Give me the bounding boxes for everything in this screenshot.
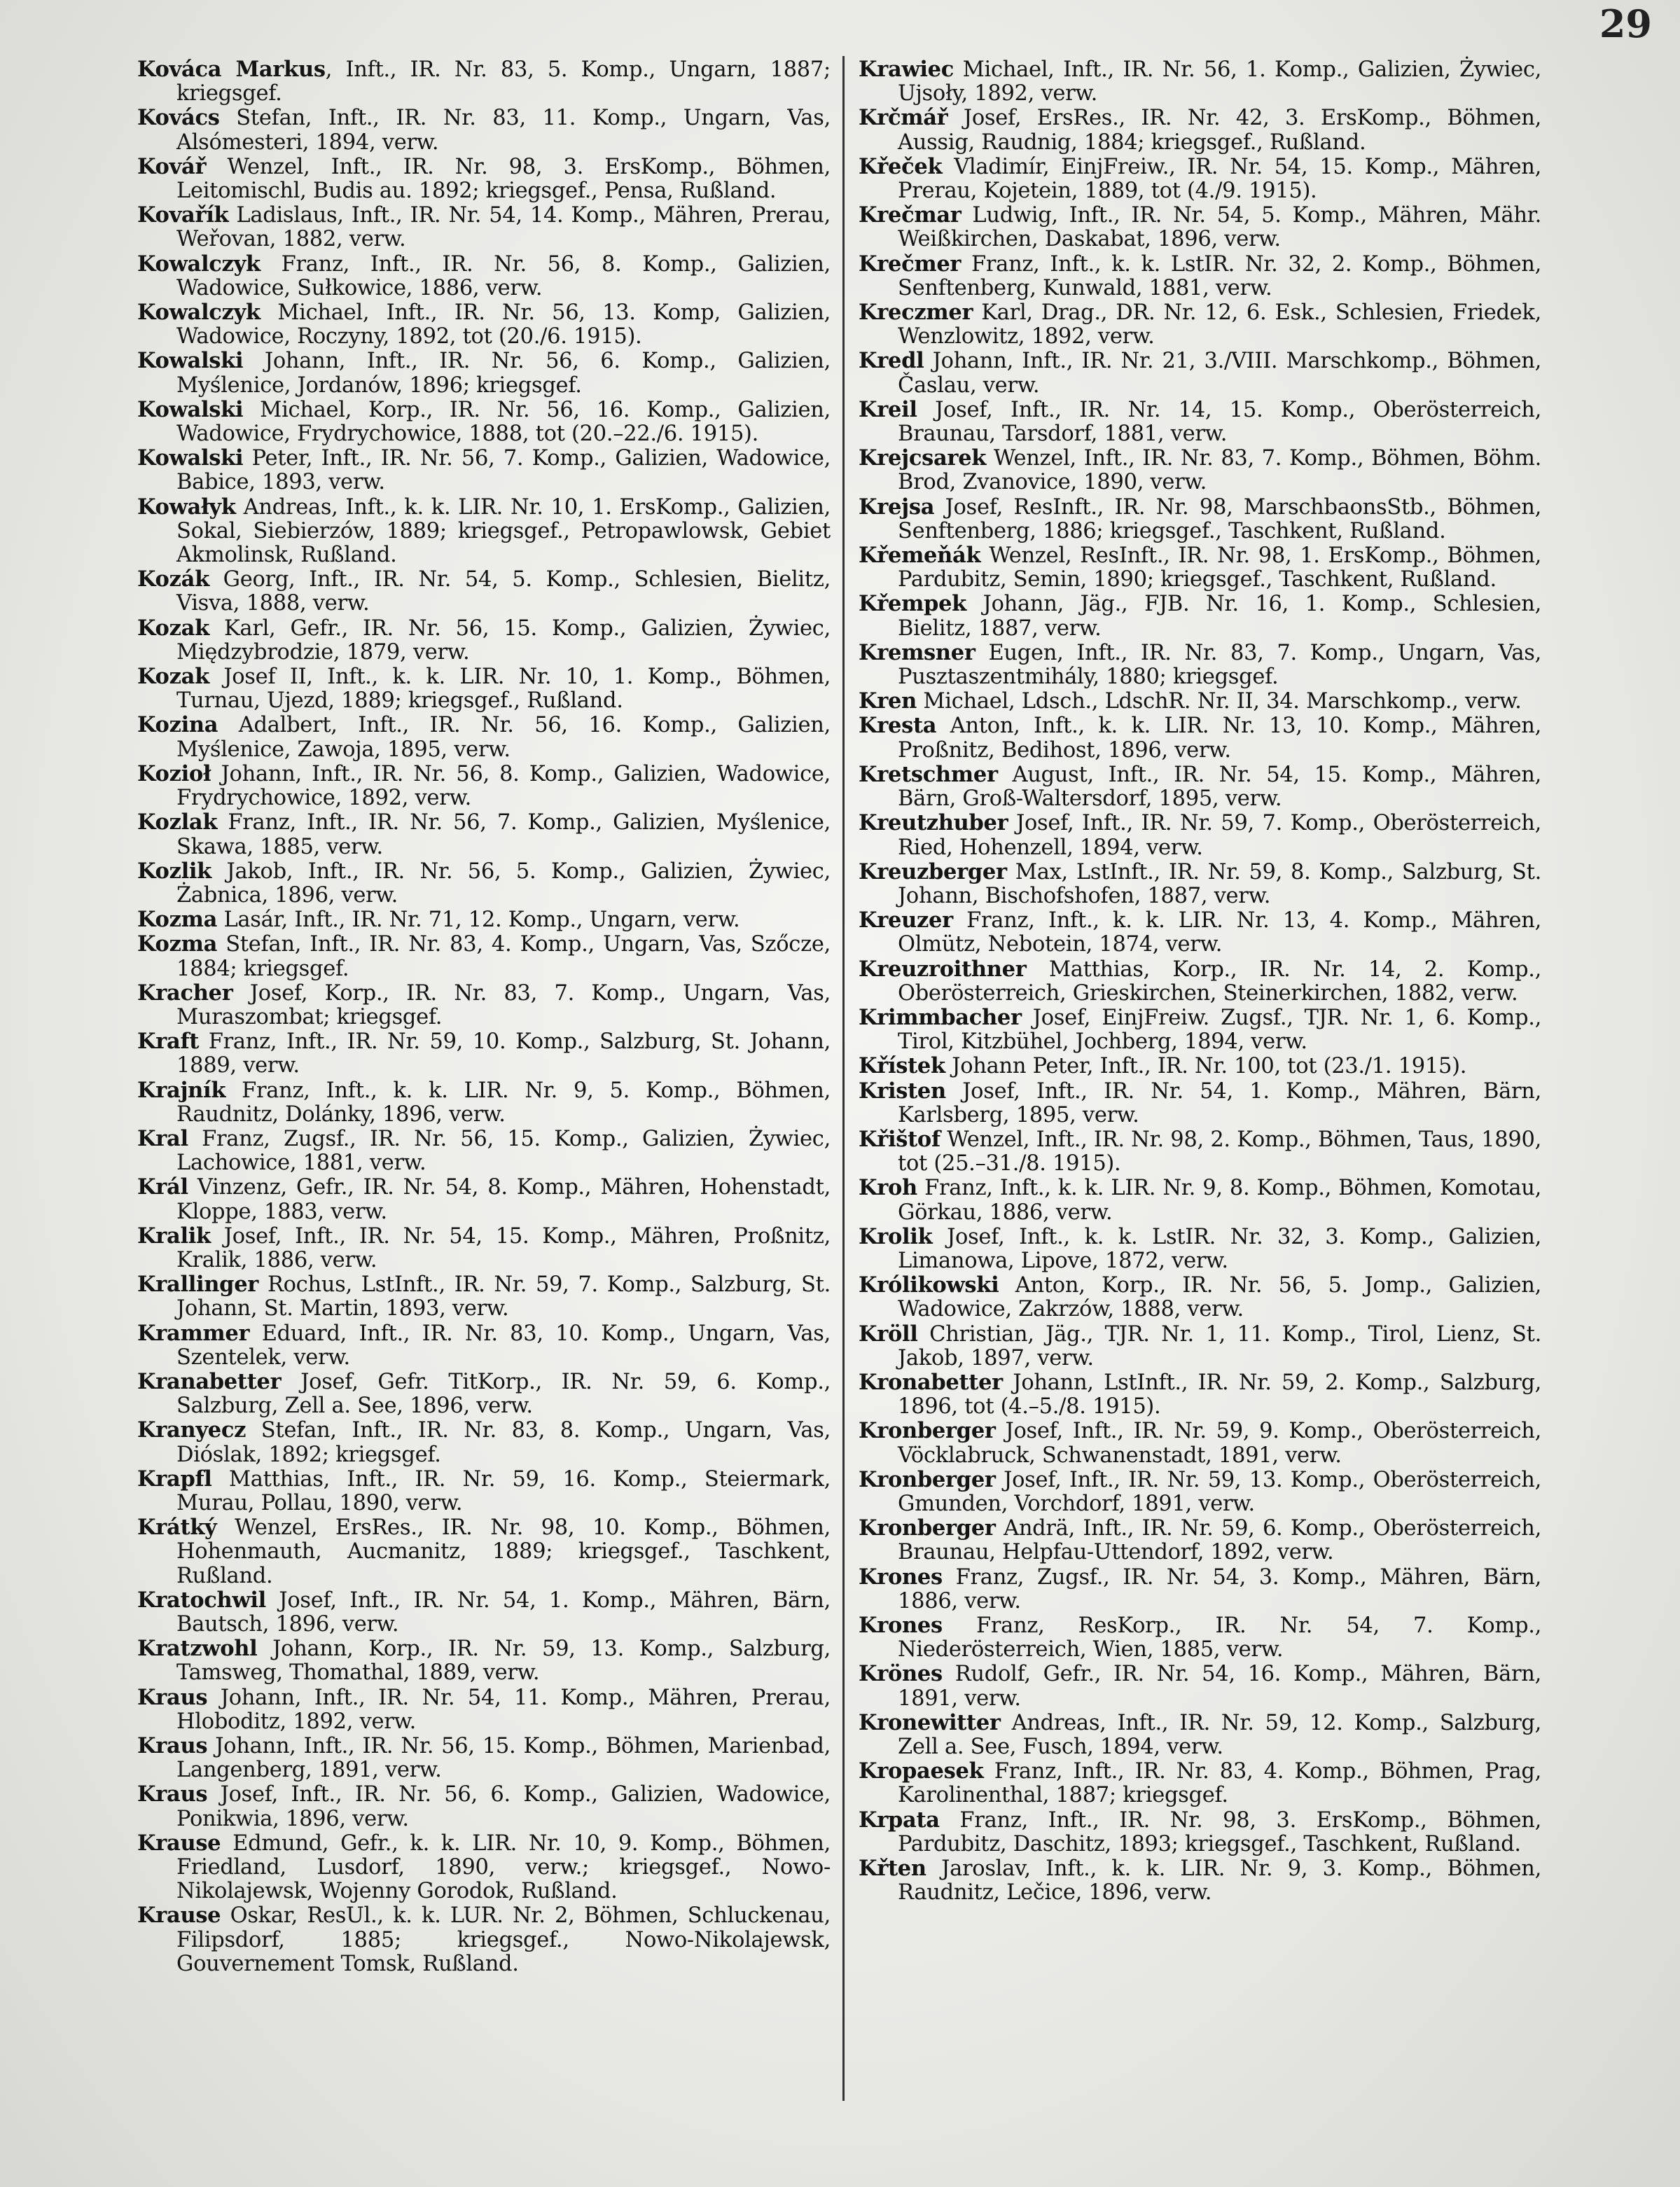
entry-details: Wenzel, ResInft., IR. Nr. 98, 1. ErsKomp., Böhmen, Pardubitz, Semin, 1890; kriegsgef., Taschkent, Rußland. — [898, 543, 1541, 592]
register-entry — [859, 106, 1541, 154]
entry-surname: Kraft — [137, 1029, 200, 1055]
register-entry — [137, 1831, 831, 1904]
entry-surname: Kronewitter — [859, 1709, 1001, 1735]
entry-details: Ladislaus, Inft., IR. Nr. 54, 14. Komp., Mähren, Prerau, Weřovan, 1882, verw. — [176, 203, 831, 252]
entry-surname: Kresta — [859, 713, 937, 739]
register-entry — [859, 1759, 1541, 1807]
entry-details: Peter, Inft., IR. Nr. 56, 7. Komp., Galizien, Wadowice, Babice, 1893, verw. — [176, 446, 831, 495]
entry-surname: Kováca Markus — [137, 57, 326, 82]
entry-details: Rochus, LstInft., IR. Nr. 59, 7. Komp., Salzburg, St. Johann, St. Martin, 1893, verw. — [176, 1272, 831, 1321]
register-entry — [859, 398, 1541, 446]
entry-details: Matthias, Inft., IR. Nr. 59, 16. Komp., Steiermark, Murau, Pollau, 1890, verw. — [176, 1466, 831, 1515]
register-entry — [137, 762, 831, 810]
entry-details: Vinzenz, Gefr., IR. Nr. 54, 8. Komp., Mähren, Hohenstadt, Kloppe, 1883, verw. — [176, 1175, 831, 1224]
entry-surname: Kroh — [859, 1175, 917, 1201]
entry-details: Karl, Drag., DR. Nr. 12, 6. Esk., Schlesien, Friedek, Wenzlowitz, 1892, verw. — [898, 300, 1541, 349]
entry-details: Franz, Inft., IR. Nr. 83, 4. Komp., Böhmen, Prag, Karolinenthal, 1887; kriegsgef. — [898, 1759, 1541, 1808]
entry-details: Michael, Inft., IR. Nr. 56, 13. Komp, Galizien, Wadowice, Roczyny, 1892, tot (20./6. 1915). — [176, 300, 831, 349]
entry-surname: Křeček — [859, 153, 943, 179]
entry-details: Josef, Inft., IR. Nr. 59, 7. Komp., Oberösterreich, Ried, Hohenzell, 1894, verw. — [898, 811, 1541, 860]
register-entry — [137, 398, 831, 446]
entry-surname: Kreczmer — [859, 300, 973, 326]
register-entry — [859, 1711, 1541, 1759]
entry-details: Stefan, Inft., IR. Nr. 83, 11. Komp., Ungarn, Vas, Alsómesteri, 1894, verw. — [176, 106, 831, 155]
entry-details: Andreas, Inft., k. k. LIR. Nr. 10, 1. ErsKomp., Galizien, Sokal, Siebierzów, 1889; kriegsgef., Petropawlowsk, Gebiet Akmolinsk, Rußland. — [176, 494, 831, 568]
page-number: 29 — [1599, 1, 1652, 46]
register-entry — [859, 908, 1541, 957]
register-entry — [137, 203, 831, 251]
entry-details: Anton, Korp., IR. Nr. 56, 5. Jomp., Galizien, Wadowice, Zakrzów, 1888, verw. — [898, 1273, 1541, 1322]
entry-details: Franz, Zugsf., IR. Nr. 56, 15. Komp., Galizien, Żywiec, Lachowice, 1881, verw. — [176, 1126, 831, 1176]
entry-details: Johann Peter, Inft., IR. Nr. 100, tot (23./1. 1915). — [945, 1054, 1467, 1079]
entry-details: Wenzel, Inft., IR. Nr. 98, 3. ErsKomp., Böhmen, Leitomischl, Budis au. 1892; kriegsgef., Pensa, Rußland. — [176, 154, 831, 204]
entry-surname: Kracher — [137, 980, 233, 1006]
register-entry — [859, 155, 1541, 203]
entry-details: Josef, Inft., IR. Nr. 59, 9. Komp., Oberösterreich, Vöcklabruck, Schwanenstadt, 1891, verw. — [898, 1419, 1541, 1468]
entry-details: Johann, Inft., IR. Nr. 56, 8. Komp., Galizien, Wadowice, Frydrychowice, 1892, verw. — [176, 761, 831, 811]
entry-details: Adalbert, Inft., IR. Nr. 56, 16. Komp., Galizien, Myślenice, Zawoja, 1895, verw. — [176, 713, 831, 762]
register-entry — [137, 1418, 831, 1466]
entry-surname: Kowalski — [137, 348, 244, 374]
entry-details: Franz, Inft., IR. Nr. 56, 7. Komp., Galizien, Myślenice, Skawa, 1885, verw. — [176, 810, 831, 859]
entry-details: Max, LstInft., IR. Nr. 59, 8. Komp., Salzburg, St. Johann, Bischofshofen, 1887, verw. — [898, 859, 1541, 908]
register-entry — [859, 1468, 1541, 1516]
entry-surname: Kowałyk — [137, 494, 236, 520]
register-entry — [137, 932, 831, 980]
entry-details: Johann, Inft., IR. Nr. 56, 15. Komp., Böhmen, Marienbad, Langenberg, 1891, verw. — [176, 1734, 831, 1783]
entry-details: Josef, Inft., k. k. LstIR. Nr. 32, 3. Komp., Galizien, Limanowa, Lipove, 1872, verw. — [898, 1224, 1541, 1273]
entry-details: Johann, Korp., IR. Nr. 59, 13. Komp., Salzburg, Tamsweg, Thomathal, 1889, verw. — [176, 1637, 831, 1686]
entry-details: Andreas, Inft., IR. Nr. 59, 12. Komp., Salzburg, Zell a. See, Fusch, 1894, verw. — [898, 1710, 1541, 1760]
register-entry — [137, 1782, 831, 1831]
register-entry — [859, 1565, 1541, 1613]
register-entry — [137, 106, 831, 154]
entry-details: Franz, Zugsf., IR. Nr. 54, 3. Komp., Mähren, Bärn, 1886, verw. — [898, 1564, 1541, 1613]
entry-surname: Kowalczyk — [137, 300, 261, 326]
column-divider — [842, 56, 845, 2101]
entry-details: Franz, Inft., IR. Nr. 59, 10. Komp., Salzburg, St. Johann, 1889, verw. — [176, 1029, 831, 1078]
entry-details: Wenzel, ErsRes., IR. Nr. 98, 10. Komp., Böhmen, Hohenmauth, Aucmanitz, 1889; kriegsgef., Taschkent, Rußland. — [176, 1515, 831, 1588]
register-entry — [137, 567, 831, 616]
entry-details: Josef, Inft., IR. Nr. 56, 6. Komp., Galizien, Wadowice, Ponikwia, 1896, verw. — [176, 1782, 831, 1831]
register-entry — [859, 1613, 1541, 1662]
entry-surname: Krečmer — [859, 251, 962, 277]
entry-surname: Kozak — [137, 664, 209, 690]
entry-surname: Krajník — [137, 1077, 226, 1103]
entry-surname: Křištof — [859, 1126, 940, 1152]
entry-surname: Krapfl — [137, 1466, 212, 1492]
entry-details: Josef, Korp., IR. Nr. 83, 7. Komp., Ungarn, Vas, Muraszombat; kriegsgef. — [176, 980, 831, 1029]
entry-surname: Kronberger — [859, 1466, 996, 1492]
register-entry — [859, 689, 1541, 714]
register-entry — [137, 1175, 831, 1223]
register-entry — [137, 1515, 831, 1588]
entry-details: Johann, Inft., IR. Nr. 21, 3./VIII. Marschkomp., Böhmen, Časlau, verw. — [898, 349, 1541, 398]
entry-details: Matthias, Korp., IR. Nr. 14, 2. Komp., Oberösterreich, Grieskirchen, Steinerkirchen, 1882, verw. — [898, 957, 1541, 1006]
entry-surname: Krpata — [859, 1807, 940, 1833]
entry-surname: Kreuzroithner — [859, 956, 1027, 982]
register-entry — [137, 1127, 831, 1175]
entry-details: Wenzel, Inft., IR. Nr. 83, 7. Komp., Böhmen, Böhm. Brod, Zvanovice, 1890, verw. — [898, 446, 1541, 495]
register-entry — [137, 155, 831, 203]
register-entry — [137, 446, 831, 494]
entry-surname: Krejcsarek — [859, 445, 987, 471]
right-column — [859, 57, 1541, 1905]
register-entry — [859, 1273, 1541, 1321]
register-entry — [859, 300, 1541, 349]
register-entry — [859, 203, 1541, 251]
entry-surname: Kremsner — [859, 639, 976, 665]
left-column — [137, 57, 831, 1976]
entry-details: , Inft., IR. Nr. 83, 5. Komp., Ungarn, 1887; kriegsgef. — [176, 57, 831, 106]
entry-surname: Krause — [137, 1903, 221, 1929]
entry-details: Anton, Inft., k. k. LIR. Nr. 13, 10. Komp., Mähren, Proßnitz, Bedihost, 1896, verw. — [898, 714, 1541, 763]
entry-details: Josef, Inft., IR. Nr. 54, 1. Komp., Mähren, Bärn, Bautsch, 1896, verw. — [176, 1588, 831, 1637]
entry-details: Johann, Inft., IR. Nr. 54, 11. Komp., Mähren, Prerau, Hloboditz, 1892, verw. — [176, 1685, 831, 1734]
register-entry — [137, 1224, 831, 1272]
entry-surname: Kristen — [859, 1078, 946, 1104]
register-entry — [859, 1856, 1541, 1905]
entry-details: Jaroslav, Inft., k. k. LIR. Nr. 9, 3. Komp., Böhmen, Raudnitz, Lečice, 1896, verw. — [898, 1856, 1541, 1905]
register-entry — [137, 57, 831, 106]
entry-surname: Krones — [859, 1613, 943, 1638]
register-entry — [137, 1734, 831, 1782]
entry-details: Franz, Inft., k. k. LIR. Nr. 9, 8. Komp., Böhmen, Komotau, Görkau, 1886, verw. — [898, 1176, 1541, 1225]
register-entry — [859, 1176, 1541, 1224]
entry-surname: Kowalczyk — [137, 251, 261, 277]
entry-details: Oskar, ResUl., k. k. LUR. Nr. 2, Böhmen, Schluckenau, Filipsdorf, 1885; kriegsgef., Nowo-Nikolajewsk, Gouvernement Tomsk, Rußland. — [176, 1903, 831, 1976]
entry-details: Josef, Inft., IR. Nr. 54, 1. Komp., Mähren, Bärn, Karlsberg, 1895, verw. — [898, 1078, 1541, 1127]
register-entry — [137, 665, 831, 713]
entry-details: Josef, Inft., IR. Nr. 59, 13. Komp., Oberösterreich, Gmunden, Vorchdorf, 1891, verw. — [898, 1467, 1541, 1516]
entry-surname: Kraus — [137, 1782, 208, 1807]
entry-surname: Kreuzberger — [859, 859, 1007, 884]
entry-details: Josef, Inft., IR. Nr. 54, 15. Komp., Mähren, Proßnitz, Kralik, 1886, verw. — [176, 1223, 831, 1272]
entry-details: Eugen, Inft., IR. Nr. 83, 7. Komp., Ungarn, Vas, Pusztaszentmihály, 1880; kriegsgef. — [898, 640, 1541, 690]
register-entry — [859, 1006, 1541, 1054]
entry-surname: Krause — [137, 1830, 221, 1856]
entry-surname: Křempek — [859, 591, 967, 617]
register-entry — [137, 810, 831, 859]
entry-surname: Kozma — [137, 931, 218, 957]
register-entry — [859, 957, 1541, 1006]
register-entry — [859, 1516, 1541, 1564]
entry-surname: Křten — [859, 1856, 926, 1882]
register-entry — [859, 1079, 1541, 1127]
entry-surname: Krönes — [859, 1661, 943, 1687]
register-entry — [859, 543, 1541, 592]
entry-details: Johann, Jäg., FJB. Nr. 16, 1. Komp., Schlesien, Bielitz, 1887, verw. — [898, 592, 1541, 641]
entry-surname: Krejsa — [859, 494, 935, 520]
register-entry — [137, 981, 831, 1029]
entry-details: Josef, ResInft., IR. Nr. 98, MarschbaonsStb., Böhmen, Senftenberg, 1886; kriegsgef., Taschkent, Rußland. — [898, 494, 1541, 543]
register-entry — [137, 616, 831, 665]
entry-surname: Krátký — [137, 1515, 217, 1541]
entry-surname: Křemeňák — [859, 543, 981, 569]
register-entry — [859, 763, 1541, 811]
entry-surname: Kral — [137, 1125, 188, 1151]
entry-surname: Kovařík — [137, 202, 229, 228]
register-entry — [137, 252, 831, 300]
entry-details: Josef II, Inft., k. k. LIR. Nr. 10, 1. Komp., Böhmen, Turnau, Ujezd, 1889; kriegsgef., Rußland. — [176, 665, 831, 714]
entry-surname: Kovács — [137, 105, 220, 131]
entry-details: Andrä, Inft., IR. Nr. 59, 6. Komp., Oberösterreich, Braunau, Helpfau-Uttendorf, 1892, verw. — [898, 1516, 1541, 1565]
entry-surname: Kozlak — [137, 810, 218, 835]
register-entry — [137, 1467, 831, 1515]
register-entry — [137, 1321, 831, 1370]
entry-details: Franz, Inft., k. k. LIR. Nr. 9, 5. Komp., Böhmen, Raudnitz, Dolánky, 1896, verw. — [176, 1078, 831, 1127]
entry-details: Franz, Inft., k. k. LstIR. Nr. 32, 2. Komp., Böhmen, Senftenberg, Kunwald, 1881, verw. — [898, 251, 1541, 300]
entry-surname: Kronabetter — [859, 1369, 1003, 1395]
entry-surname: Kronberger — [859, 1515, 996, 1541]
entry-details: Karl, Gefr., IR. Nr. 56, 15. Komp., Galizien, Żywiec, Międzybrodzie, 1879, verw. — [176, 616, 831, 665]
entry-surname: Krimmbacher — [859, 1004, 1022, 1030]
entry-surname: Królikowski — [859, 1272, 999, 1298]
register-entry — [859, 641, 1541, 689]
entry-surname: Krečmar — [859, 202, 962, 228]
register-entry — [859, 860, 1541, 908]
entry-surname: Kröll — [859, 1321, 918, 1347]
register-entry — [859, 811, 1541, 859]
entry-surname: Krawiec — [859, 57, 954, 82]
entry-details: Jakob, Inft., IR. Nr. 56, 5. Komp., Galizien, Żywiec, Żabnica, 1896, verw. — [176, 859, 831, 908]
entry-details: Rudolf, Gefr., IR. Nr. 54, 16. Komp., Mähren, Bärn, 1891, verw. — [898, 1662, 1541, 1711]
entry-details: Wenzel, Inft., IR. Nr. 98, 2. Komp., Böhmen, Taus, 1890, tot (25.–31./8. 1915). — [898, 1127, 1541, 1176]
entry-surname: Kratochwil — [137, 1587, 266, 1613]
entry-details: Josef, Gefr. TitKorp., IR. Nr. 59, 6. Komp., Salzburg, Zell a. See, 1896, verw. — [176, 1369, 831, 1419]
entry-details: Franz, Inft., IR. Nr. 56, 8. Komp., Galizien, Wadowice, Sułkowice, 1886, verw. — [176, 251, 831, 300]
entry-details: Christian, Jäg., TJR. Nr. 1, 11. Komp., Tirol, Lienz, St. Jakob, 1897, verw. — [898, 1321, 1541, 1370]
entry-surname: Král — [137, 1174, 188, 1200]
register-entry — [137, 1078, 831, 1127]
entry-surname: Kowalski — [137, 396, 244, 422]
entry-details: Michael, Inft., IR. Nr. 56, 1. Komp., Galizien, Żywiec, Ujsoły, 1892, verw. — [898, 57, 1541, 106]
entry-surname: Kreil — [859, 396, 917, 422]
entry-surname: Kozioł — [137, 761, 211, 786]
entry-surname: Kropaesek — [859, 1758, 984, 1784]
entry-surname: Krčmář — [859, 105, 948, 131]
register-entry — [859, 252, 1541, 300]
entry-details: Franz, Inft., IR. Nr. 98, 3. ErsKomp., Böhmen, Pardubitz, Daschitz, 1893; kriegsgef., Taschkent, Rußland. — [898, 1807, 1541, 1856]
entry-surname: Kraus — [137, 1684, 208, 1710]
entry-surname: Kranabetter — [137, 1368, 282, 1394]
entry-details: Edmund, Gefr., k. k. LIR. Nr. 10, 9. Komp., Böhmen, Friedland, Lusdorf, 1890, verw.; kriegsgef., Nowo-Nikolajewsk, Wojenny Gorodok, Rußland. — [176, 1831, 831, 1904]
entry-details: Lasár, Inft., IR. Nr. 71, 12. Komp., Ungarn, verw. — [217, 908, 740, 933]
entry-details: Stefan, Inft., IR. Nr. 83, 8. Komp., Ungarn, Vas, Dióslak, 1892; kriegsgef. — [176, 1418, 831, 1467]
register-entry — [137, 1370, 831, 1418]
entry-surname: Kozina — [137, 712, 218, 738]
entry-surname: Kren — [859, 688, 917, 714]
register-entry — [859, 446, 1541, 494]
entry-surname: Kretschmer — [859, 761, 998, 787]
register-entry — [859, 1370, 1541, 1419]
register-entry — [137, 495, 831, 568]
entry-surname: Kreuzer — [859, 908, 953, 933]
register-entry — [859, 1419, 1541, 1467]
register-entry — [137, 908, 831, 932]
entry-surname: Křístek — [859, 1053, 945, 1079]
register-entry — [137, 1029, 831, 1078]
register-entry — [859, 495, 1541, 543]
register-entry — [137, 859, 831, 908]
entry-surname: Kreutzhuber — [859, 810, 1008, 836]
entry-surname: Krallinger — [137, 1272, 259, 1298]
register-entry — [137, 713, 831, 761]
register-entry — [859, 592, 1541, 640]
entry-details: Johann, LstInft., IR. Nr. 59, 2. Komp., Salzburg, 1896, tot (4.–5./8. 1915). — [898, 1370, 1541, 1419]
entry-surname: Kraus — [137, 1733, 208, 1759]
entry-surname: Kralik — [137, 1223, 211, 1249]
entry-surname: Krammer — [137, 1320, 250, 1346]
entry-details: Josef, EinjFreiw. Zugsf., TJR. Nr. 1, 6. Komp., Tirol, Kitzbühel, Jochberg, 1894, verw. — [898, 1005, 1541, 1055]
register-entry — [859, 1662, 1541, 1710]
register-entry — [859, 57, 1541, 106]
entry-surname: Krolik — [859, 1223, 933, 1249]
entry-surname: Kovář — [137, 153, 207, 179]
register-entry — [859, 349, 1541, 397]
entry-details: Josef, Inft., IR. Nr. 14, 15. Komp., Oberösterreich, Braunau, Tarsdorf, 1881, verw. — [898, 397, 1541, 447]
entry-surname: Kratzwohl — [137, 1636, 258, 1662]
register-entry — [137, 1272, 831, 1321]
register-entry — [137, 1903, 831, 1976]
entry-surname: Krones — [859, 1564, 943, 1590]
entry-surname: Kozlik — [137, 858, 212, 884]
register-entry — [137, 349, 831, 397]
entry-details: Eduard, Inft., IR. Nr. 83, 10. Komp., Ungarn, Vas, Szentelek, verw. — [176, 1321, 831, 1370]
entry-details: Franz, ResKorp., IR. Nr. 54, 7. Komp., Niederösterreich, Wien, 1885, verw. — [898, 1613, 1541, 1662]
register-entry — [137, 1686, 831, 1734]
entry-details: Josef, ErsRes., IR. Nr. 42, 3. ErsKomp., Böhmen, Aussig, Raudnig, 1884; kriegsgef., Rußland. — [898, 106, 1541, 155]
register-entry — [137, 1588, 831, 1637]
entry-surname: Kozak — [137, 615, 209, 641]
entry-details: Georg, Inft., IR. Nr. 54, 5. Komp., Schlesien, Bielitz, Visva, 1888, verw. — [176, 567, 831, 616]
entry-surname: Kowalski — [137, 445, 244, 471]
register-entry — [859, 1127, 1541, 1176]
entry-details: Michael, Korp., IR. Nr. 56, 16. Komp., Galizien, Wadowice, Frydrychowice, 1888, tot (20.–22./6. 1915). — [176, 397, 831, 447]
entry-details: Franz, Inft., k. k. LIR. Nr. 13, 4. Komp., Mähren, Olmütz, Nebotein, 1874, verw. — [898, 908, 1541, 957]
entry-details: Johann, Inft., IR. Nr. 56, 6. Komp., Galizien, Myślenice, Jordanów, 1896; kriegsgef. — [176, 349, 831, 398]
register-entry — [859, 1322, 1541, 1370]
entry-details: Vladimír, EinjFreiw., IR. Nr. 54, 15. Komp., Mähren, Prerau, Kojetein, 1889, tot (4./9. 1915). — [898, 154, 1541, 204]
entry-surname: Kozma — [137, 907, 218, 933]
entry-details: Ludwig, Inft., IR. Nr. 54, 5. Komp., Mähren, Mähr. Weißkirchen, Daskabat, 1896, verw. — [898, 203, 1541, 252]
entry-details: Stefan, Inft., IR. Nr. 83, 4. Komp., Ungarn, Vas, Szőcze, 1884; kriegsgef. — [176, 932, 831, 981]
register-entry — [137, 300, 831, 349]
entry-surname: Kozák — [137, 567, 209, 592]
entry-details: Michael, Ldsch., LdschR. Nr. II, 34. Marschkomp., verw. — [916, 689, 1522, 714]
entry-details: August, Inft., IR. Nr. 54, 15. Komp., Mähren, Bärn, Groß-Waltersdorf, 1895, verw. — [898, 762, 1541, 812]
register-entry — [859, 1054, 1541, 1078]
register-entry — [859, 1808, 1541, 1856]
register-entry — [137, 1637, 831, 1685]
entry-surname: Kranyecz — [137, 1417, 247, 1443]
register-entry — [859, 1225, 1541, 1273]
register-entry — [859, 714, 1541, 762]
entry-surname: Kredl — [859, 348, 924, 374]
entry-surname: Kronberger — [859, 1418, 996, 1444]
